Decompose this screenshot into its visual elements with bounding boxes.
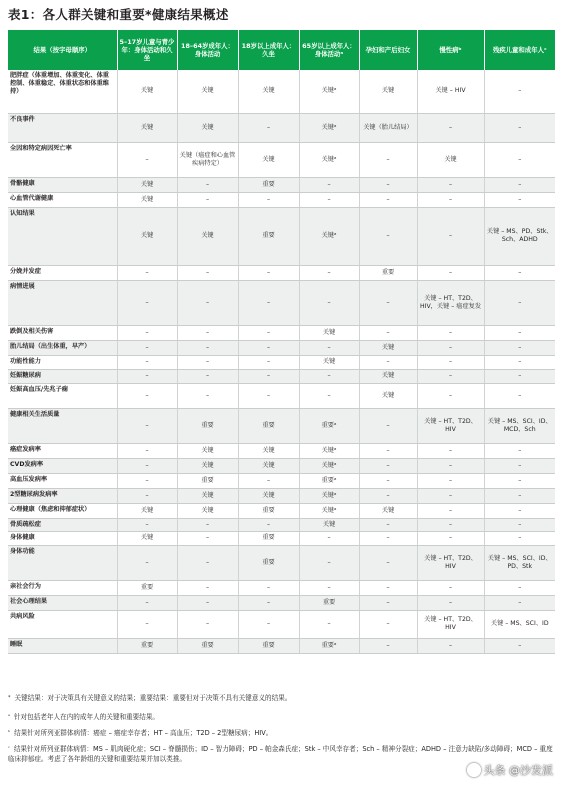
rating-cell: – bbox=[299, 192, 359, 207]
rating-cell: – bbox=[417, 369, 484, 383]
rating-cell: – bbox=[484, 531, 555, 545]
rating-cell: 关键 bbox=[299, 355, 359, 369]
rating-cell: 关键 bbox=[238, 458, 299, 473]
rating-cell: – bbox=[484, 638, 555, 653]
rating-cell: 关键 – MS、SCI、ID bbox=[484, 610, 555, 638]
table-row bbox=[8, 369, 555, 383]
rating-cell: 重要 bbox=[177, 408, 238, 443]
rating-cell: – bbox=[359, 142, 417, 177]
rating-cell: – bbox=[359, 192, 417, 207]
table-row bbox=[8, 610, 555, 638]
rating-cell: – bbox=[177, 383, 238, 408]
table-row bbox=[8, 325, 555, 340]
footnote-text: 结果针对所列亚群体病情：MS – 肌肉硬化症；SCI – 脊髓损伤；ID – 智力障碍；PD – 帕金森氏症；Stk – 中风幸存者；Sch – 精神分裂症；ADHD – 注意力缺陷/多动障碍；MCD – 重度临床抑郁症。考虑了各年龄组的关键和重要结果并加以类推。 bbox=[8, 745, 553, 763]
rating-cell: 关键 bbox=[117, 177, 177, 192]
outcome-label-cell: 肥胖症（体重增加、体重变化、体重控制、体重稳定、体重状态和体重维持） bbox=[8, 70, 117, 113]
rating-cell: – bbox=[359, 443, 417, 458]
rating-cell: – bbox=[299, 610, 359, 638]
rating-cell: 关键 – MS、PD、Stk、Sch、ADHD bbox=[484, 207, 555, 265]
rating-cell: – bbox=[299, 265, 359, 280]
rating-cell: – bbox=[117, 443, 177, 458]
rating-cell: – bbox=[484, 355, 555, 369]
rating-cell: – bbox=[359, 580, 417, 595]
rating-cell: – bbox=[417, 113, 484, 142]
rating-cell: – bbox=[417, 580, 484, 595]
rating-cell: 重要 bbox=[177, 473, 238, 488]
rating-cell: – bbox=[177, 610, 238, 638]
table-row bbox=[8, 488, 555, 503]
rating-cell: 关键 bbox=[117, 70, 177, 113]
rating-cell: – bbox=[299, 177, 359, 192]
column-header: 慢性病ᵇ bbox=[417, 30, 484, 70]
rating-cell: 关键 bbox=[177, 503, 238, 518]
rating-cell: – bbox=[238, 595, 299, 610]
outcome-label-cell: 分娩并发症 bbox=[8, 265, 117, 280]
outcome-label-cell: 亲社会行为 bbox=[8, 580, 117, 595]
rating-cell: – bbox=[484, 473, 555, 488]
watermark bbox=[467, 762, 554, 778]
table-row bbox=[8, 177, 555, 192]
column-header: 孕妇和产后妇女 bbox=[359, 30, 417, 70]
rating-cell: 关键 bbox=[177, 70, 238, 113]
column-header: 结果（按字母顺序） bbox=[8, 30, 117, 70]
rating-cell: – bbox=[117, 610, 177, 638]
rating-cell: 关键 bbox=[117, 531, 177, 545]
outcome-label-cell: 妊娠高血压/先兆子痫 bbox=[8, 383, 117, 408]
table-row bbox=[8, 503, 555, 518]
rating-cell: – bbox=[359, 488, 417, 503]
rating-cell: – bbox=[177, 595, 238, 610]
rating-cell: – bbox=[117, 458, 177, 473]
rating-cell: – bbox=[417, 518, 484, 531]
rating-cell: 关键ᵃ bbox=[299, 488, 359, 503]
rating-cell: 关键 bbox=[238, 142, 299, 177]
rating-cell: – bbox=[359, 408, 417, 443]
rating-cell: 重要 bbox=[359, 265, 417, 280]
rating-cell: – bbox=[238, 610, 299, 638]
rating-cell: 关键 – HIV bbox=[417, 70, 484, 113]
rating-cell: 关键 bbox=[177, 488, 238, 503]
rating-cell: – bbox=[417, 207, 484, 265]
outcome-label-cell: 功能性能力 bbox=[8, 355, 117, 369]
rating-cell: – bbox=[417, 488, 484, 503]
column-header: 18–64岁成年人：身体活动 bbox=[177, 30, 238, 70]
rating-cell: – bbox=[177, 531, 238, 545]
rating-cell: – bbox=[359, 545, 417, 580]
rating-cell: 重要 bbox=[238, 531, 299, 545]
rating-cell: 关键 bbox=[359, 369, 417, 383]
rating-cell: – bbox=[484, 443, 555, 458]
rating-cell: 重要 bbox=[177, 638, 238, 653]
rating-cell: 关键 bbox=[359, 383, 417, 408]
rating-cell: – bbox=[359, 355, 417, 369]
rating-cell: 关键（胎儿结局） bbox=[359, 113, 417, 142]
rating-cell: 重要 bbox=[299, 595, 359, 610]
table-row bbox=[8, 340, 555, 355]
rating-cell: 重要 bbox=[238, 503, 299, 518]
footnote bbox=[8, 744, 553, 764]
rating-cell: – bbox=[484, 113, 555, 142]
rating-cell: – bbox=[177, 192, 238, 207]
rating-cell: – bbox=[299, 383, 359, 408]
outcome-label-cell: 不良事件 bbox=[8, 113, 117, 142]
rating-cell: – bbox=[359, 458, 417, 473]
rating-cell: – bbox=[484, 518, 555, 531]
table-row bbox=[8, 280, 555, 325]
rating-cell: – bbox=[177, 518, 238, 531]
footnote-mark: ᵃ bbox=[8, 714, 10, 720]
rating-cell: 关键 – MS、SCI、ID、MCD、Sch bbox=[484, 408, 555, 443]
rating-cell: 重要 bbox=[238, 638, 299, 653]
rating-cell: – bbox=[484, 369, 555, 383]
table-row bbox=[8, 580, 555, 595]
rating-cell: – bbox=[484, 192, 555, 207]
table-row bbox=[8, 355, 555, 369]
rating-cell: 重要ᵃ bbox=[299, 473, 359, 488]
rating-cell: – bbox=[117, 383, 177, 408]
table-row bbox=[8, 192, 555, 207]
table-row bbox=[8, 458, 555, 473]
rating-cell: – bbox=[299, 545, 359, 580]
outcome-label-cell: 骨骼健康 bbox=[8, 177, 117, 192]
rating-cell: – bbox=[417, 638, 484, 653]
rating-cell: 重要 bbox=[117, 638, 177, 653]
rating-cell: – bbox=[177, 545, 238, 580]
table-title: 表1：各人群关键和重要*健康结果概述 bbox=[8, 7, 229, 22]
rating-cell: – bbox=[417, 340, 484, 355]
outcome-label-cell: 心血管代谢健康 bbox=[8, 192, 117, 207]
rating-cell: 关键ᵃ bbox=[299, 113, 359, 142]
rating-cell: – bbox=[117, 340, 177, 355]
rating-cell: 关键 bbox=[299, 518, 359, 531]
watermark-text: 头条 @沙发派 bbox=[483, 764, 553, 777]
rating-cell: – bbox=[238, 518, 299, 531]
table-row bbox=[8, 383, 555, 408]
rating-cell: – bbox=[359, 207, 417, 265]
rating-cell: 关键 bbox=[238, 488, 299, 503]
table-row bbox=[8, 531, 555, 545]
health-outcomes-table bbox=[8, 30, 555, 654]
rating-cell: – bbox=[417, 355, 484, 369]
rating-cell: – bbox=[484, 325, 555, 340]
rating-cell: 关键 – HT、T2D、HIV bbox=[417, 408, 484, 443]
rating-cell: – bbox=[238, 113, 299, 142]
outcome-label-cell: 癌症发病率 bbox=[8, 443, 117, 458]
rating-cell: – bbox=[299, 340, 359, 355]
rating-cell: 关键 – MS、SCI、ID、PD、Stk bbox=[484, 545, 555, 580]
rating-cell: 关键 bbox=[359, 503, 417, 518]
footnote bbox=[8, 728, 553, 738]
rating-cell: – bbox=[238, 369, 299, 383]
outcome-label-cell: 心理健康（焦虑和抑郁症状） bbox=[8, 503, 117, 518]
rating-cell: – bbox=[417, 177, 484, 192]
rating-cell: – bbox=[484, 177, 555, 192]
rating-cell: – bbox=[177, 355, 238, 369]
rating-cell: 重要 bbox=[117, 580, 177, 595]
rating-cell: – bbox=[484, 383, 555, 408]
rating-cell: – bbox=[238, 325, 299, 340]
column-header: 残疾儿童和成年人ᶜ bbox=[484, 30, 555, 70]
rating-cell: 关键ᵃ bbox=[299, 142, 359, 177]
rating-cell: – bbox=[484, 503, 555, 518]
rating-cell: – bbox=[117, 473, 177, 488]
table-row bbox=[8, 265, 555, 280]
table-row bbox=[8, 408, 555, 443]
rating-cell: – bbox=[484, 595, 555, 610]
outcome-label-cell: 胎儿结局（出生体重，早产） bbox=[8, 340, 117, 355]
table-row bbox=[8, 473, 555, 488]
rating-cell: – bbox=[177, 280, 238, 325]
column-header: 18岁以上成年人：久坐 bbox=[238, 30, 299, 70]
outcome-label-cell: 社会心理结果 bbox=[8, 595, 117, 610]
rating-cell: 关键 – HT、T2D、HIV bbox=[417, 545, 484, 580]
table-row bbox=[8, 595, 555, 610]
rating-cell: – bbox=[484, 280, 555, 325]
outcome-label-cell: 健康相关生活质量 bbox=[8, 408, 117, 443]
rating-cell: 关键 bbox=[238, 70, 299, 113]
rating-cell: – bbox=[359, 325, 417, 340]
rating-cell: – bbox=[417, 595, 484, 610]
rating-cell: – bbox=[177, 580, 238, 595]
rating-cell: 关键ᵃ bbox=[299, 503, 359, 518]
table-row bbox=[8, 207, 555, 265]
footnote-text: 关键结果：对于决策具有关键意义的结果；重要结果：重要但对于决策不具有关键意义的结果。 bbox=[14, 694, 292, 702]
rating-cell: – bbox=[484, 142, 555, 177]
rating-cell: 关键 – HT、T2D、HIV bbox=[417, 610, 484, 638]
footnote-mark: ᵇ bbox=[8, 730, 11, 736]
outcome-label-cell: 跌倒及相关伤害 bbox=[8, 325, 117, 340]
rating-cell: – bbox=[238, 580, 299, 595]
footnote-mark: ᶜ bbox=[8, 746, 10, 752]
table-row bbox=[8, 113, 555, 142]
outcome-label-cell: 身体功能 bbox=[8, 545, 117, 580]
rating-cell: – bbox=[299, 280, 359, 325]
column-header: 65岁以上成年人：身体活动ᵃ bbox=[299, 30, 359, 70]
rating-cell: – bbox=[238, 355, 299, 369]
rating-cell: – bbox=[417, 383, 484, 408]
table-row bbox=[8, 443, 555, 458]
rating-cell: 关键 bbox=[359, 70, 417, 113]
table-row bbox=[8, 518, 555, 531]
rating-cell: – bbox=[238, 265, 299, 280]
rating-cell: 关键 bbox=[417, 142, 484, 177]
rating-cell: – bbox=[117, 369, 177, 383]
outcome-label-cell: 共病风险 bbox=[8, 610, 117, 638]
rating-cell: – bbox=[238, 383, 299, 408]
rating-cell: 关键（癌症和心血管疾病特定） bbox=[177, 142, 238, 177]
rating-cell: 关键 bbox=[117, 503, 177, 518]
footnote-text: 结果针对所列亚群体病情：癌症 – 癌症幸存者；HT – 高血压；T2D – 2型糖尿病；HIV。 bbox=[14, 729, 273, 737]
rating-cell: – bbox=[417, 458, 484, 473]
rating-cell: 重要 bbox=[238, 207, 299, 265]
rating-cell: – bbox=[417, 192, 484, 207]
rating-cell: – bbox=[117, 518, 177, 531]
rating-cell: – bbox=[417, 325, 484, 340]
rating-cell: – bbox=[238, 280, 299, 325]
rating-cell: 关键ᵃ bbox=[299, 443, 359, 458]
rating-cell: 重要ᵃ bbox=[299, 408, 359, 443]
outcome-label-cell: 妊娠糖尿病 bbox=[8, 369, 117, 383]
table-header-row bbox=[8, 30, 555, 70]
rating-cell: 关键 bbox=[117, 113, 177, 142]
rating-cell: 关键 bbox=[177, 207, 238, 265]
rating-cell: – bbox=[117, 408, 177, 443]
outcome-label-cell: 病情进展 bbox=[8, 280, 117, 325]
rating-cell: – bbox=[417, 503, 484, 518]
rating-cell: – bbox=[117, 595, 177, 610]
column-header: 5–17岁儿童与青少年：身体活动和久坐 bbox=[117, 30, 177, 70]
rating-cell: 关键 bbox=[238, 443, 299, 458]
rating-cell: – bbox=[359, 473, 417, 488]
rating-cell: – bbox=[238, 192, 299, 207]
rating-cell: – bbox=[177, 265, 238, 280]
rating-cell: – bbox=[177, 369, 238, 383]
table-row bbox=[8, 638, 555, 653]
outcome-label-cell: 身体健康 bbox=[8, 531, 117, 545]
rating-cell: – bbox=[117, 355, 177, 369]
rating-cell: – bbox=[359, 280, 417, 325]
rating-cell: – bbox=[359, 610, 417, 638]
rating-cell: 重要 bbox=[238, 545, 299, 580]
table-row bbox=[8, 545, 555, 580]
rating-cell: 关键 bbox=[177, 443, 238, 458]
rating-cell: – bbox=[117, 265, 177, 280]
rating-cell: – bbox=[177, 177, 238, 192]
outcome-label-cell: 高血压发病率 bbox=[8, 473, 117, 488]
rating-cell: – bbox=[417, 265, 484, 280]
rating-cell: – bbox=[117, 280, 177, 325]
rating-cell: 关键ᵃ bbox=[299, 458, 359, 473]
rating-cell: – bbox=[117, 142, 177, 177]
rating-cell: – bbox=[359, 638, 417, 653]
rating-cell: – bbox=[417, 473, 484, 488]
outcome-label-cell: 睡眠 bbox=[8, 638, 117, 653]
rating-cell: – bbox=[359, 177, 417, 192]
rating-cell: 关键ᵃ bbox=[299, 70, 359, 113]
rating-cell: – bbox=[299, 531, 359, 545]
table-body bbox=[8, 70, 555, 653]
rating-cell: – bbox=[359, 531, 417, 545]
rating-cell: 关键 bbox=[177, 458, 238, 473]
rating-cell: – bbox=[484, 265, 555, 280]
rating-cell: – bbox=[238, 340, 299, 355]
rating-cell: 关键 bbox=[359, 340, 417, 355]
rating-cell: – bbox=[417, 443, 484, 458]
rating-cell: – bbox=[484, 458, 555, 473]
outcome-label-cell: 2型糖尿病发病率 bbox=[8, 488, 117, 503]
rating-cell: 关键ᵃ bbox=[299, 207, 359, 265]
footnote-mark: * bbox=[8, 695, 11, 701]
outcome-label-cell: 全因和特定病因死亡率 bbox=[8, 142, 117, 177]
rating-cell: – bbox=[177, 325, 238, 340]
rating-cell: 重要 bbox=[238, 177, 299, 192]
toutiao-logo-icon bbox=[467, 763, 481, 777]
footnote bbox=[8, 712, 553, 722]
rating-cell: – bbox=[117, 325, 177, 340]
rating-cell: 关键 bbox=[117, 192, 177, 207]
rating-cell: – bbox=[484, 580, 555, 595]
rating-cell: 关键 bbox=[177, 113, 238, 142]
outcome-label-cell: CVD发病率 bbox=[8, 458, 117, 473]
rating-cell: – bbox=[484, 70, 555, 113]
rating-cell: 关键 – HT、T2D、HIV，关键 – 癌症复发 bbox=[417, 280, 484, 325]
rating-cell: – bbox=[299, 580, 359, 595]
rating-cell: – bbox=[359, 595, 417, 610]
rating-cell: – bbox=[417, 531, 484, 545]
rating-cell: 关键 bbox=[299, 325, 359, 340]
rating-cell: – bbox=[484, 340, 555, 355]
footnote bbox=[8, 693, 553, 703]
table-row bbox=[8, 142, 555, 177]
rating-cell: – bbox=[299, 369, 359, 383]
rating-cell: – bbox=[177, 340, 238, 355]
rating-cell: – bbox=[117, 545, 177, 580]
table-row bbox=[8, 70, 555, 113]
rating-cell: – bbox=[359, 518, 417, 531]
rating-cell: 重要 bbox=[238, 408, 299, 443]
rating-cell: 关键 bbox=[117, 207, 177, 265]
rating-cell: – bbox=[238, 473, 299, 488]
outcome-label-cell: 骨质疏松症 bbox=[8, 518, 117, 531]
rating-cell: – bbox=[484, 488, 555, 503]
footnote-text: 针对包括老年人在内的成年人的关键和重要结果。 bbox=[13, 713, 160, 721]
outcome-label-cell: 认知结果 bbox=[8, 207, 117, 265]
rating-cell: 重要ᵃ bbox=[299, 638, 359, 653]
rating-cell: – bbox=[117, 488, 177, 503]
